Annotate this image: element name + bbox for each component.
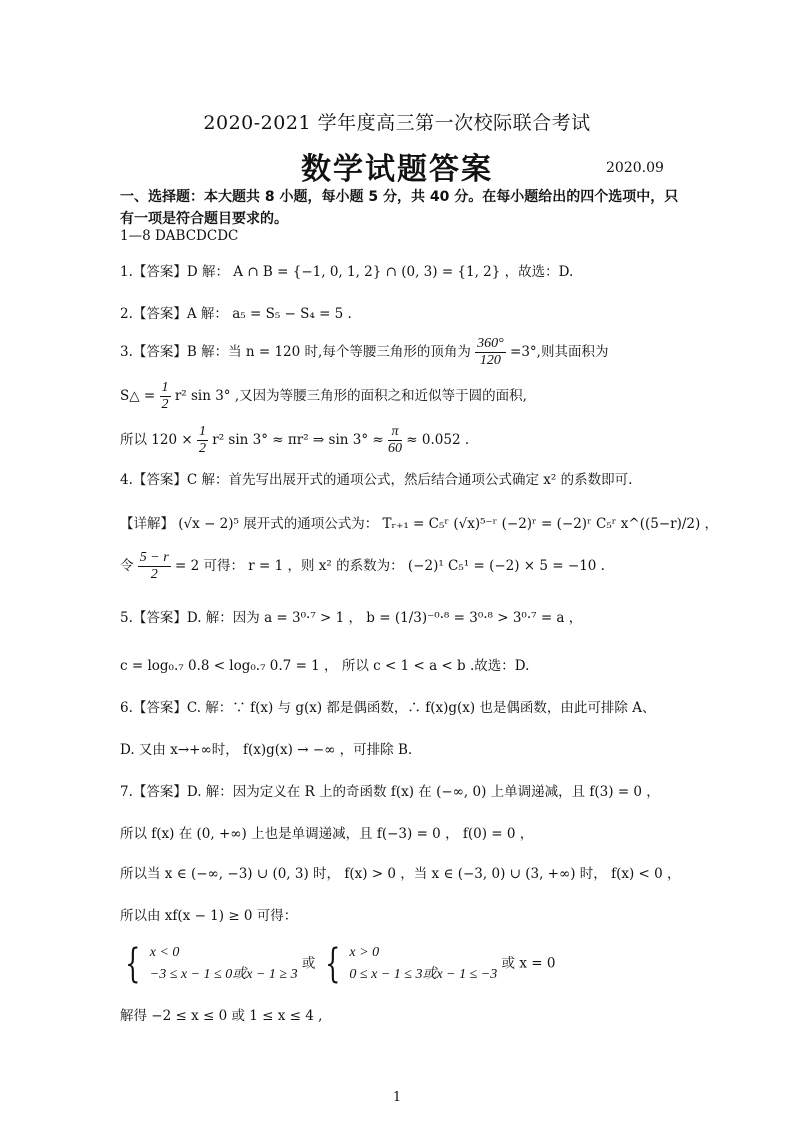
exam-date: 2020.09 [606,160,664,176]
answer-key: 1—8 DABCDCDC [120,228,239,244]
q4c-post: = 2 可得： r = 1 ，则 x² 的系数为： (−2)¹ C₅¹ = (−2) × 5 = −10 . [175,558,605,574]
answer-6-line-1: 6.【答案】C. 解：∵ f(x) 与 g(x) 都是偶函数，∴ f(x)g(x) 也是偶函数，由此可排除 A、 [120,700,656,716]
numerator: 360° [477,336,504,351]
answer-3-line-3 [120,424,469,457]
denominator: 60 [388,441,402,456]
fraction [475,336,506,369]
answer-3-line-1 [120,336,608,369]
q3c-pre: 所以 120 × [120,432,193,448]
system-tail: 或 x = 0 [501,955,556,972]
system-2 [349,942,497,986]
inequality-system [120,942,555,986]
answer-3-line-2 [120,380,527,413]
q3c-mid: r² sin 3° ≈ πr² ⇒ sin 3° ≈ [212,432,384,448]
denominator: 2 [198,441,206,456]
q3b-post: r² sin 3° ,又因为等腰三角形的面积之和近似等于圆的面积, [174,388,527,404]
system-1-line-2: −3 ≤ x − 1 ≤ 0或x − 1 ≥ 3 [149,967,298,982]
fraction [197,424,208,457]
answer-7-line-5: 解得 −2 ≤ x ≤ 0 或 1 ≤ x ≤ 4 , [120,1008,323,1024]
system-1 [150,942,298,986]
fraction [388,424,402,457]
answer-4-line-1: 4.【答案】C 解：首先写出展开式的通项公式，然后结合通项公式确定 x² 的系数即可. [120,472,633,488]
page-title: 数学试题答案 [301,152,493,187]
answer-4-line-3 [120,550,605,583]
page-number: 1 [392,1090,402,1105]
answer-7-line-4: 所以由 xf(x − 1) ≥ 0 可得： [120,908,298,924]
q3a-pre: 3.【答案】B 解：当 n = 120 时,每个等腰三角形的顶角为 [120,344,471,360]
left-brace-icon: { [125,941,141,987]
answer-7-line-2: 所以 f(x) 在 (0, +∞) 上也是单调递减，且 f(−3) = 0 ， f(0) = 0 ， [120,826,534,842]
system-2-line-2: 0 ≤ x − 1 ≤ 3或x − 1 ≤ −3 [349,967,498,982]
left-brace-icon: { [324,941,341,987]
numerator: π [388,424,402,441]
numerator: 1 [198,424,206,439]
q3c-post: ≈ 0.052 . [406,432,470,448]
fraction [138,550,171,583]
numerator: 1 [161,380,169,395]
system-1-line-1: x < 0 [149,945,180,960]
denominator: 120 [479,353,501,368]
answer-5-line-2: c = log₀.₇ 0.8 < log₀.₇ 0.7 = 1 ， 所以 c < 1 < a < b .故选：D. [120,658,530,674]
answer-1: 1.【答案】D 解： A ∩ B = {−1, 0, 1, 2} ∩ (0, 3) = {1, 2} ，故选：D. [120,264,574,280]
answer-2: 2.【答案】A 解： a₅ = S₅ − S₄ = 5 . [120,306,352,322]
answer-5-line-1: 5.【答案】D. 解：因为 a = 3⁰·⁷ > 1 ， b = (1/3)⁻⁰·⁸ = 3⁰·⁸ > 3⁰·⁷ = a ， [120,610,583,626]
q4c-pre: 令 [120,558,134,574]
section-heading: 一、选择题：本大题共 8 小题，每小题 5 分，共 40 分。在每小题给出的四个选项中，只有一项是符合题目要求的。 [120,189,679,227]
q3a-post: =3°,则其面积为 [510,344,609,360]
exam-title: 2020-2021 学年度高三第一次校际联合考试 [203,112,591,134]
system-2-line-1: x > 0 [349,945,380,960]
answer-7-line-3: 所以当 x ∈ (−∞, −3) ∪ (0, 3) 时， f(x) > 0 ，当 x ∈ (−3, 0) ∪ (3, +∞) 时， f(x) < 0 ， [120,866,681,882]
numerator: 5 − r [139,550,169,565]
or-text: 或 [301,955,316,972]
denominator: 2 [161,397,169,412]
q3b-pre: S△ = [120,388,156,404]
answer-4-line-2: 【详解】 (√x − 2)⁵ 展开式的通项公式为： Tᵣ₊₁ = C₅ʳ (√x)⁵⁻ʳ (−2)ʳ = (−2)ʳ C₅ʳ x^((5−r)/2) ， [120,516,719,532]
fraction [160,380,171,413]
answer-7-line-1: 7.【答案】D. 解：因为定义在 R 上的奇函数 f(x) 在 (−∞, 0) 上单调递减，且 f(3) = 0 ， [120,784,660,800]
denominator: 2 [150,567,158,582]
answer-6-line-2: D. 又由 x→+∞时， f(x)g(x) → −∞ ，可排除 B. [120,742,413,758]
